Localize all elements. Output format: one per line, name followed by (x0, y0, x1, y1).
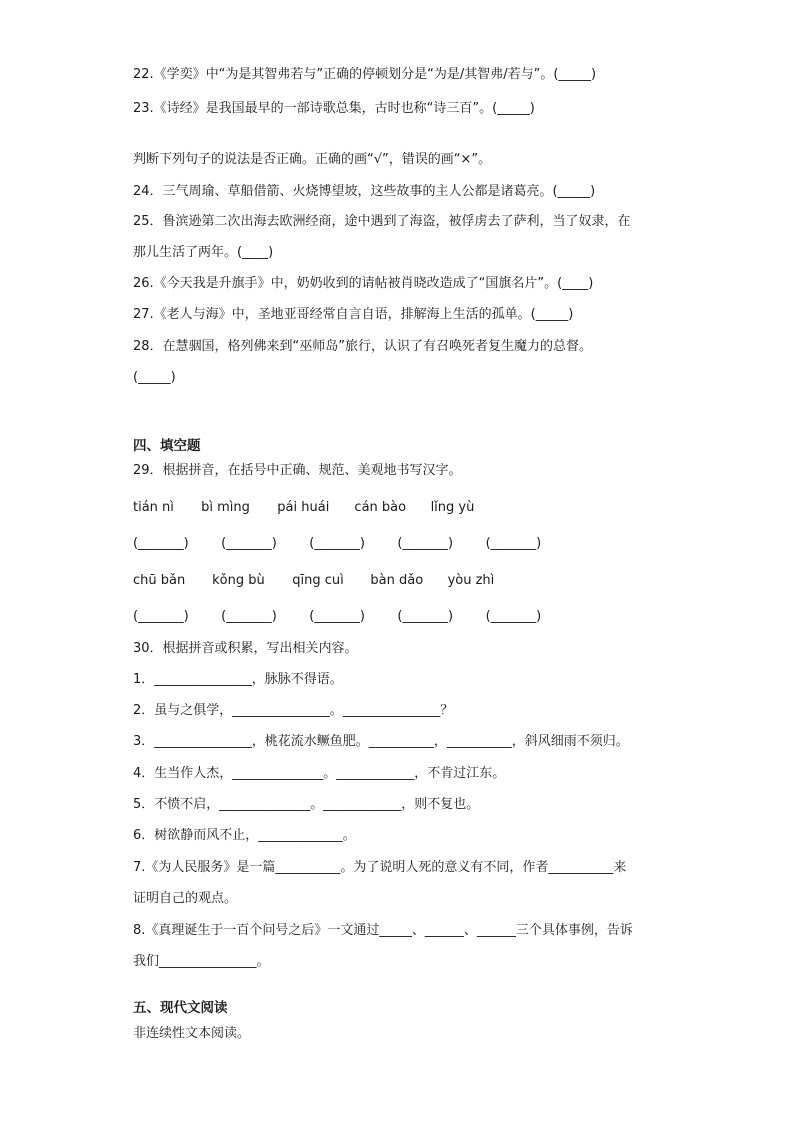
section4-heading: 四、填空题 (133, 438, 201, 454)
question-25-line2: 那儿生活了两年。(____) (133, 245, 274, 260)
answer-blank[interactable]: (_______) (485, 536, 542, 551)
pinyin-item: tián nì (133, 500, 174, 515)
answer-row-2 (133, 608, 570, 626)
pinyin-item: chū bǎn (133, 573, 186, 588)
pinyin-row-2 (133, 572, 518, 590)
question-29: 29．根据拼音，在括号中正确、规范、美观地书写汉字。 (133, 463, 462, 478)
fill-item-6: 6．树欲静而风不止，_____________。 (133, 828, 356, 843)
answer-blank[interactable]: (_______) (397, 609, 454, 624)
pinyin-item: bì mìng (201, 500, 250, 515)
question-30: 30．根据拼音或积累，写出相关内容。 (133, 641, 358, 656)
judge-instruction: 判断下列句子的说法是否正确。正确的画“√”，错误的画“×”。 (133, 152, 492, 167)
question-25-line1: 25．鲁滨逊第二次出海去欧洲经商，途中遇到了海盗，被俘虏去了萨利，当了奴隶，在 (133, 214, 631, 229)
question-23: 23.《诗经》是我国最早的一部诗歌总集，古时也称“诗三百”。(_____) (133, 101, 535, 116)
answer-row-1 (133, 535, 570, 553)
question-28-line1: 28．在慧骃国，格列佛来到“巫师岛”旅行，认识了有召唤死者复生魔力的总督。 (133, 339, 593, 354)
answer-blank[interactable]: (_______) (397, 536, 454, 551)
pinyin-item: lǐng yù (430, 500, 475, 515)
fill-item-2: 2．虽与之俱学，_______________。_______________？ (133, 703, 454, 718)
pinyin-item: yòu zhì (447, 573, 495, 588)
answer-blank[interactable]: (_______) (133, 609, 189, 624)
question-26: 26.《今天我是升旗手》中，奶奶收到的请帖被肖晓改造成了“国旗名片”。(____) (133, 276, 594, 291)
answer-blank[interactable]: (_______) (309, 609, 365, 624)
answer-blank[interactable]: (_______) (485, 609, 542, 624)
pinyin-item: kǒng bù (212, 573, 265, 588)
section5-subtitle: 非连续性文本阅读。 (133, 1026, 251, 1041)
fill-item-5: 5．不愤不启，______________。____________，则不复也。 (133, 797, 480, 812)
question-22: 22.《学奕》中“为是其智弗若与”正确的停顿划分是“为是/其智弗/若与”。(_____) (133, 67, 597, 82)
answer-blank[interactable]: (_______) (133, 536, 189, 551)
question-24: 24．三气周瑜、草船借箭、火烧博望坡，这些故事的主人公都是诸葛亮。(_____) (133, 184, 596, 199)
fill-item-7-line1: 7.《为人民服务》是一篇__________。为了说明人死的意义有不同，作者__________来 (133, 860, 627, 875)
pinyin-row-1 (133, 499, 501, 517)
pinyin-item: pái huái (277, 500, 330, 515)
pinyin-item: qīng cuì (292, 573, 344, 588)
fill-item-3: 3．_______________，桃花流水鳜鱼肥。__________，__________，斜风细雨不须归。 (133, 734, 629, 749)
fill-item-1: 1．_______________，脉脉不得语。 (133, 672, 343, 687)
answer-blank[interactable]: (_______) (309, 536, 365, 551)
pinyin-item: bàn dǎo (370, 573, 424, 588)
section5-heading: 五、现代文阅读 (133, 1000, 228, 1016)
pinyin-item: cán bào (354, 500, 407, 515)
fill-item-7-line2: 证明自己的观点。 (133, 891, 238, 906)
fill-item-8-line2: 我们_______________。 (133, 954, 270, 969)
question-27: 27.《老人与海》中，圣地亚哥经常自言自语，排解海上生活的孤单。(_____) (133, 307, 574, 322)
fill-item-8-line1: 8.《真理诞生于一百个问号之后》一文通过_____、______、______三个具体事例，告诉 (133, 923, 633, 938)
question-28-line2: (_____) (133, 370, 176, 385)
fill-item-4: 4．生当作人杰，______________。____________，不肯过江东。 (133, 766, 506, 781)
answer-blank[interactable]: (_______) (221, 609, 277, 624)
answer-blank[interactable]: (_______) (221, 536, 277, 551)
